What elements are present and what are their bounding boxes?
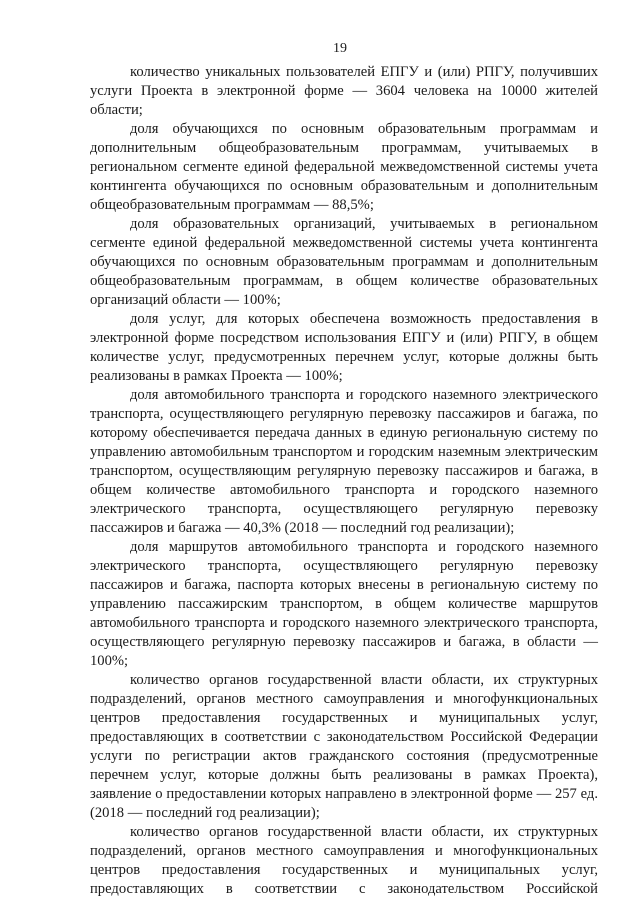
paragraph-students-share: доля обучающихся по основным образовательным программам и дополнительным общеобразовательным программам, учитываемых в региональном сегменте единой федеральной межведомственной системы учета контингента обучающихся по основным образовательным и дополнительным общеобразовательным программам — 88,5%; <box>90 121 598 213</box>
paragraph-civil-registration: количество органов государственной власти области, их структурных подразделений, органов местного самоуправления и многофункциональных центров предоставления государственных и муниципальных услуг, предоставляющих в соответствии с законодательством Российской Федерации услуги по регистрации актов гражданского состояния (предусмотренные перечнем услуг, которые должны быть реализованы в рамках Проекта), заявление о предоставлении которых направлено в электронной форме — 257 ед. (2018 — последний год реализации); <box>90 672 598 821</box>
paragraph-routes-passports: доля маршрутов автомобильного транспорта и городского наземного электрического транспорта, осуществляющего регулярную перевозку пассажиров и багажа, паспорта которых внесены в региональную систему по управлению пассажирским транспортом, в общем количестве маршрутов автомобильного транспорта и городского наземного электрического транспорта, осуществляющего регулярную перевозку пассажиров и багажа, в области — 100%; <box>90 539 598 669</box>
paragraph-unique-users: количество уникальных пользователей ЕПГУ и (или) РПГУ, получивших услуги Проекта в электронной форме — 3604 человека на 10000 жителей области; <box>90 64 598 118</box>
page-number: 19 <box>333 41 347 56</box>
paragraph-transport-data: доля автомобильного транспорта и городского наземного электрического транспорта, осуществляющего регулярную перевозку пассажиров и багажа, по которому обеспечивается передача данных в единую региональную систему по управлению автомобильным транспортом и городским наземным электрическим транспортом, осуществляющим регулярную перевозку пассажиров и багажа, в общем количестве автомобильного транспорта и городского наземного электрического транспорта, осуществляющего регулярную перевозку пассажиров и багажа — 40,3% (2018 — последний год реализации); <box>90 387 598 536</box>
paragraph-educational-organizations: доля образовательных организаций, учитываемых в региональном сегменте единой федеральной межведомственной системы учета контингента обучающихся по основным образовательным программам и дополнительным общеобразовательным программам, в общем количестве образовательных организаций области — 100%; <box>90 216 598 308</box>
document-body <box>90 63 598 899</box>
paragraph-authorities-continued: количество органов государственной власти области, их структурных подразделений, органов местного самоуправления и многофункциональных центров предоставления государственных и муниципальных услуг, предоставляющих в соответствии с законодательством Российской <box>90 824 598 897</box>
paragraph-services-share: доля услуг, для которых обеспечена возможность предоставления в электронной форме посредством использования ЕПГУ и (или) РПГУ, в общем количестве услуг, предусмотренных перечнем услуг, которые должны быть реализованы в рамках Проекта — 100%; <box>90 311 598 384</box>
